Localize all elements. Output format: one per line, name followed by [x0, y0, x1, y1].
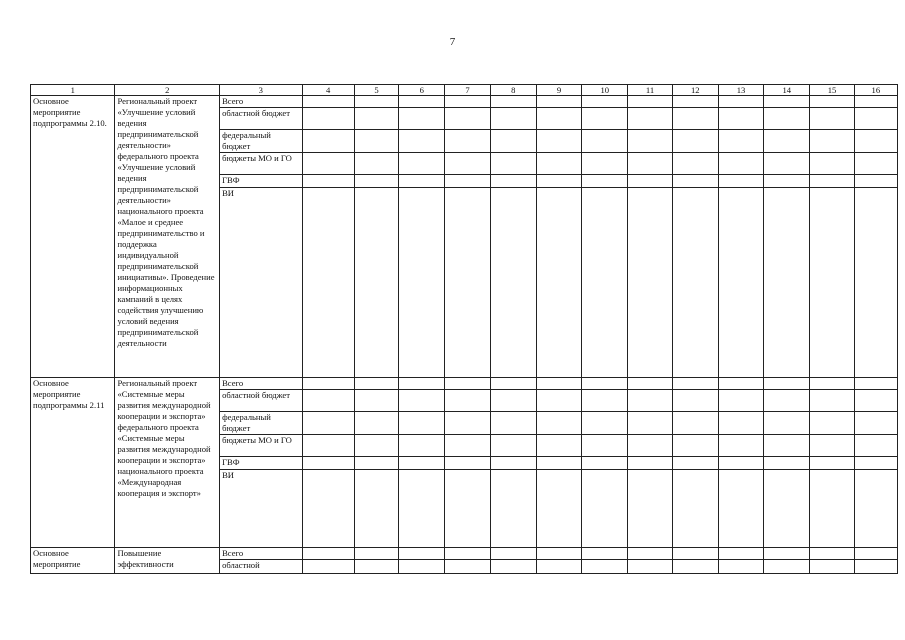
- header-cell: 9: [536, 85, 581, 96]
- value-cell: [764, 457, 810, 470]
- value-cell: [536, 130, 581, 153]
- value-cell: [536, 548, 581, 560]
- funding-source-cell: бюджеты МО и ГО: [220, 435, 302, 457]
- value-cell: [582, 435, 628, 457]
- value-cell: [718, 130, 763, 153]
- value-cell: [490, 108, 536, 130]
- value-cell: [854, 435, 897, 457]
- value-cell: [490, 560, 536, 574]
- value-cell: [672, 560, 718, 574]
- activity-name-cell: Основное мероприятие: [31, 548, 115, 574]
- value-cell: [628, 378, 672, 390]
- value-cell: [764, 378, 810, 390]
- value-cell: [302, 130, 354, 153]
- value-cell: [672, 435, 718, 457]
- value-cell: [810, 96, 854, 108]
- value-cell: [445, 378, 490, 390]
- header-cell: 8: [490, 85, 536, 96]
- funding-source-cell: областной: [220, 560, 302, 574]
- value-cell: [445, 457, 490, 470]
- project-description-cell: Региональный проект «Системные меры развития международной кооперации и экспорта» федерального проекта «Системные меры развития международной кооперации и экспорта» национального проекта «Международная кооперация и экспорт»: [115, 378, 220, 548]
- value-cell: [490, 96, 536, 108]
- value-cell: [810, 108, 854, 130]
- value-cell: [490, 548, 536, 560]
- funding-source-cell: областной бюджет: [220, 390, 302, 412]
- budget-table: [30, 84, 898, 574]
- table-row: [31, 96, 898, 108]
- value-cell: [718, 560, 763, 574]
- value-cell: [536, 390, 581, 412]
- value-cell: [354, 108, 398, 130]
- value-cell: [490, 412, 536, 435]
- value-cell: [718, 470, 763, 548]
- value-cell: [302, 108, 354, 130]
- value-cell: [490, 153, 536, 175]
- value-cell: [399, 175, 445, 188]
- value-cell: [354, 390, 398, 412]
- value-cell: [354, 153, 398, 175]
- project-description-cell: Повышение эффективности: [115, 548, 220, 574]
- value-cell: [854, 175, 897, 188]
- value-cell: [536, 435, 581, 457]
- table-row: [31, 378, 898, 390]
- value-cell: [490, 435, 536, 457]
- value-cell: [764, 153, 810, 175]
- value-cell: [536, 153, 581, 175]
- value-cell: [445, 153, 490, 175]
- value-cell: [764, 130, 810, 153]
- value-cell: [854, 378, 897, 390]
- value-cell: [672, 108, 718, 130]
- value-cell: [399, 153, 445, 175]
- value-cell: [536, 470, 581, 548]
- value-cell: [302, 96, 354, 108]
- header-cell: 6: [399, 85, 445, 96]
- value-cell: [810, 130, 854, 153]
- project-description-cell: Региональный проект «Улучшение условий ведения предпринимательской деятельности» федерального проекта «Улучшение условий ведения предпринимательской деятельности» национального проекта «Малое и среднее предпринимательство и поддержка индивидуальной предпринимательской инициативы». Проведение информационных кампаний в целях содействия улучшению условий ведения предпринимательской деятельности: [115, 96, 220, 378]
- value-cell: [536, 378, 581, 390]
- value-cell: [628, 175, 672, 188]
- value-cell: [445, 435, 490, 457]
- activity-name-cell: Основное мероприятие подпрограммы 2.11: [31, 378, 115, 548]
- value-cell: [536, 108, 581, 130]
- value-cell: [810, 470, 854, 548]
- value-cell: [810, 548, 854, 560]
- value-cell: [628, 108, 672, 130]
- value-cell: [399, 108, 445, 130]
- value-cell: [672, 188, 718, 378]
- value-cell: [854, 188, 897, 378]
- value-cell: [672, 548, 718, 560]
- value-cell: [718, 188, 763, 378]
- value-cell: [718, 153, 763, 175]
- value-cell: [445, 390, 490, 412]
- value-cell: [536, 457, 581, 470]
- funding-source-cell: ГВФ: [220, 457, 302, 470]
- value-cell: [445, 470, 490, 548]
- value-cell: [628, 96, 672, 108]
- value-cell: [582, 560, 628, 574]
- header-cell: 10: [582, 85, 628, 96]
- value-cell: [354, 435, 398, 457]
- value-cell: [399, 560, 445, 574]
- value-cell: [810, 457, 854, 470]
- page-number: 7: [449, 36, 456, 48]
- value-cell: [490, 457, 536, 470]
- value-cell: [354, 188, 398, 378]
- value-cell: [810, 390, 854, 412]
- value-cell: [718, 378, 763, 390]
- value-cell: [810, 435, 854, 457]
- header-cell: 11: [628, 85, 672, 96]
- value-cell: [302, 188, 354, 378]
- funding-source-cell: Всего: [220, 96, 302, 108]
- value-cell: [354, 130, 398, 153]
- value-cell: [854, 457, 897, 470]
- value-cell: [582, 470, 628, 548]
- header-cell: 14: [764, 85, 810, 96]
- value-cell: [582, 390, 628, 412]
- value-cell: [672, 175, 718, 188]
- value-cell: [628, 188, 672, 378]
- header-cell: 3: [220, 85, 302, 96]
- header-cell: 13: [718, 85, 763, 96]
- value-cell: [854, 130, 897, 153]
- funding-source-cell: бюджеты МО и ГО: [220, 153, 302, 175]
- value-cell: [672, 96, 718, 108]
- value-cell: [764, 560, 810, 574]
- value-cell: [536, 560, 581, 574]
- value-cell: [302, 378, 354, 390]
- funding-source-cell: федеральный бюджет: [220, 412, 302, 435]
- value-cell: [672, 390, 718, 412]
- value-cell: [718, 390, 763, 412]
- value-cell: [399, 188, 445, 378]
- table-row: [31, 548, 898, 560]
- funding-source-cell: Всего: [220, 548, 302, 560]
- value-cell: [445, 560, 490, 574]
- value-cell: [445, 188, 490, 378]
- value-cell: [445, 548, 490, 560]
- header-cell: 1: [31, 85, 115, 96]
- value-cell: [399, 378, 445, 390]
- funding-source-cell: Всего: [220, 378, 302, 390]
- value-cell: [490, 188, 536, 378]
- header-row: [31, 85, 898, 96]
- value-cell: [718, 175, 763, 188]
- value-cell: [764, 188, 810, 378]
- value-cell: [854, 470, 897, 548]
- value-cell: [810, 188, 854, 378]
- value-cell: [628, 435, 672, 457]
- value-cell: [354, 96, 398, 108]
- header-cell: 12: [672, 85, 718, 96]
- header-cell: 7: [445, 85, 490, 96]
- value-cell: [718, 435, 763, 457]
- value-cell: [354, 470, 398, 548]
- header-cell: 2: [115, 85, 220, 96]
- header-cell: 5: [354, 85, 398, 96]
- value-cell: [354, 548, 398, 560]
- funding-source-cell: ГВФ: [220, 175, 302, 188]
- value-cell: [445, 96, 490, 108]
- value-cell: [764, 548, 810, 560]
- value-cell: [354, 457, 398, 470]
- value-cell: [854, 560, 897, 574]
- value-cell: [718, 548, 763, 560]
- activity-name-cell: Основное мероприятие подпрограммы 2.10.: [31, 96, 115, 378]
- value-cell: [354, 412, 398, 435]
- value-cell: [810, 560, 854, 574]
- value-cell: [810, 378, 854, 390]
- value-cell: [810, 153, 854, 175]
- value-cell: [628, 470, 672, 548]
- value-cell: [628, 153, 672, 175]
- value-cell: [536, 188, 581, 378]
- value-cell: [628, 560, 672, 574]
- value-cell: [354, 175, 398, 188]
- funding-source-cell: ВИ: [220, 188, 302, 378]
- value-cell: [399, 390, 445, 412]
- value-cell: [302, 390, 354, 412]
- header-cell: 4: [302, 85, 354, 96]
- value-cell: [854, 153, 897, 175]
- value-cell: [854, 548, 897, 560]
- value-cell: [718, 96, 763, 108]
- value-cell: [628, 548, 672, 560]
- header-cell: 16: [854, 85, 897, 96]
- value-cell: [445, 108, 490, 130]
- value-cell: [672, 457, 718, 470]
- value-cell: [302, 457, 354, 470]
- value-cell: [582, 457, 628, 470]
- value-cell: [582, 548, 628, 560]
- value-cell: [764, 108, 810, 130]
- funding-source-cell: областной бюджет: [220, 108, 302, 130]
- value-cell: [854, 412, 897, 435]
- value-cell: [302, 435, 354, 457]
- value-cell: [302, 153, 354, 175]
- value-cell: [582, 108, 628, 130]
- value-cell: [582, 378, 628, 390]
- value-cell: [672, 130, 718, 153]
- value-cell: [628, 412, 672, 435]
- value-cell: [445, 412, 490, 435]
- value-cell: [399, 457, 445, 470]
- value-cell: [302, 412, 354, 435]
- value-cell: [672, 470, 718, 548]
- value-cell: [536, 412, 581, 435]
- value-cell: [672, 378, 718, 390]
- value-cell: [764, 470, 810, 548]
- value-cell: [354, 560, 398, 574]
- value-cell: [718, 108, 763, 130]
- value-cell: [582, 153, 628, 175]
- funding-source-cell: ВИ: [220, 470, 302, 548]
- value-cell: [628, 130, 672, 153]
- value-cell: [490, 130, 536, 153]
- value-cell: [490, 378, 536, 390]
- value-cell: [628, 457, 672, 470]
- value-cell: [445, 175, 490, 188]
- value-cell: [399, 130, 445, 153]
- value-cell: [628, 390, 672, 412]
- header-cell: 15: [810, 85, 854, 96]
- value-cell: [490, 470, 536, 548]
- value-cell: [764, 96, 810, 108]
- value-cell: [399, 548, 445, 560]
- value-cell: [764, 175, 810, 188]
- value-cell: [445, 130, 490, 153]
- value-cell: [582, 188, 628, 378]
- value-cell: [582, 130, 628, 153]
- value-cell: [302, 548, 354, 560]
- value-cell: [399, 470, 445, 548]
- value-cell: [582, 96, 628, 108]
- value-cell: [810, 175, 854, 188]
- value-cell: [672, 153, 718, 175]
- value-cell: [536, 96, 581, 108]
- value-cell: [854, 108, 897, 130]
- value-cell: [302, 175, 354, 188]
- value-cell: [718, 412, 763, 435]
- value-cell: [490, 175, 536, 188]
- value-cell: [718, 457, 763, 470]
- value-cell: [399, 435, 445, 457]
- value-cell: [854, 390, 897, 412]
- value-cell: [810, 412, 854, 435]
- value-cell: [672, 412, 718, 435]
- value-cell: [854, 96, 897, 108]
- value-cell: [302, 470, 354, 548]
- value-cell: [582, 175, 628, 188]
- value-cell: [302, 560, 354, 574]
- value-cell: [582, 412, 628, 435]
- value-cell: [764, 435, 810, 457]
- value-cell: [399, 412, 445, 435]
- value-cell: [764, 412, 810, 435]
- funding-source-cell: федеральный бюджет: [220, 130, 302, 153]
- value-cell: [490, 390, 536, 412]
- value-cell: [399, 96, 445, 108]
- value-cell: [764, 390, 810, 412]
- value-cell: [536, 175, 581, 188]
- value-cell: [354, 378, 398, 390]
